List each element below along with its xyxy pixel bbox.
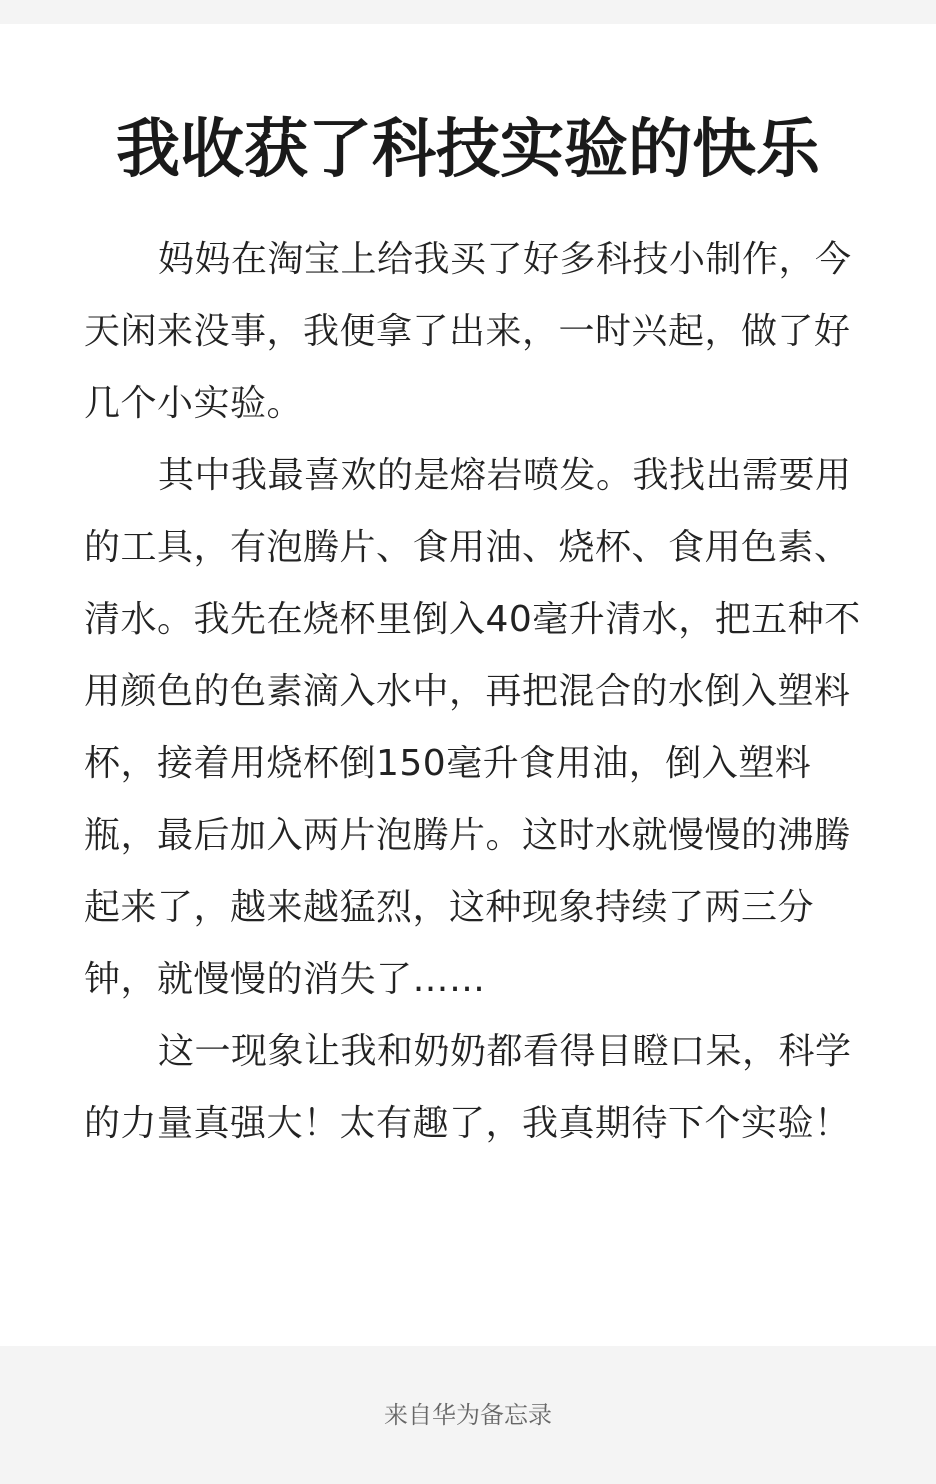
footer (0, 1346, 936, 1484)
note-card (0, 24, 936, 1346)
paragraph-1: 妈妈在淘宝上给我买了好多科技小制作，今天闲来没事，我便拿了出来，一时兴起，做了好几个小实验。 (84, 239, 852, 424)
footer-source-label: 来自华为备忘录 (384, 1401, 552, 1429)
paragraph-2: 其中我最喜欢的是熔岩喷发。我找出需要用的工具，有泡腾片、食用油、烧杯、食用色素、清水。我先在烧杯里倒入40毫升清水，把五种不用颜色的色素滴入水中，再把混合的水倒入塑料杯，接着用烧杯倒150毫升食用油，倒入塑料瓶，最后加入两片泡腾片。这时水就慢慢的沸腾起来了，越来越猛烈，这种现象持续了两三分钟，就慢慢的消失了…… (84, 455, 861, 1000)
note-title: 我收获了科技实验的快乐 (116, 113, 820, 187)
paragraph-3: 这一现象让我和奶奶都看得目瞪口呆，科学的力量真强大！太有趣了，我真期待下个实验！ (84, 1031, 852, 1144)
note-body (84, 224, 864, 1160)
